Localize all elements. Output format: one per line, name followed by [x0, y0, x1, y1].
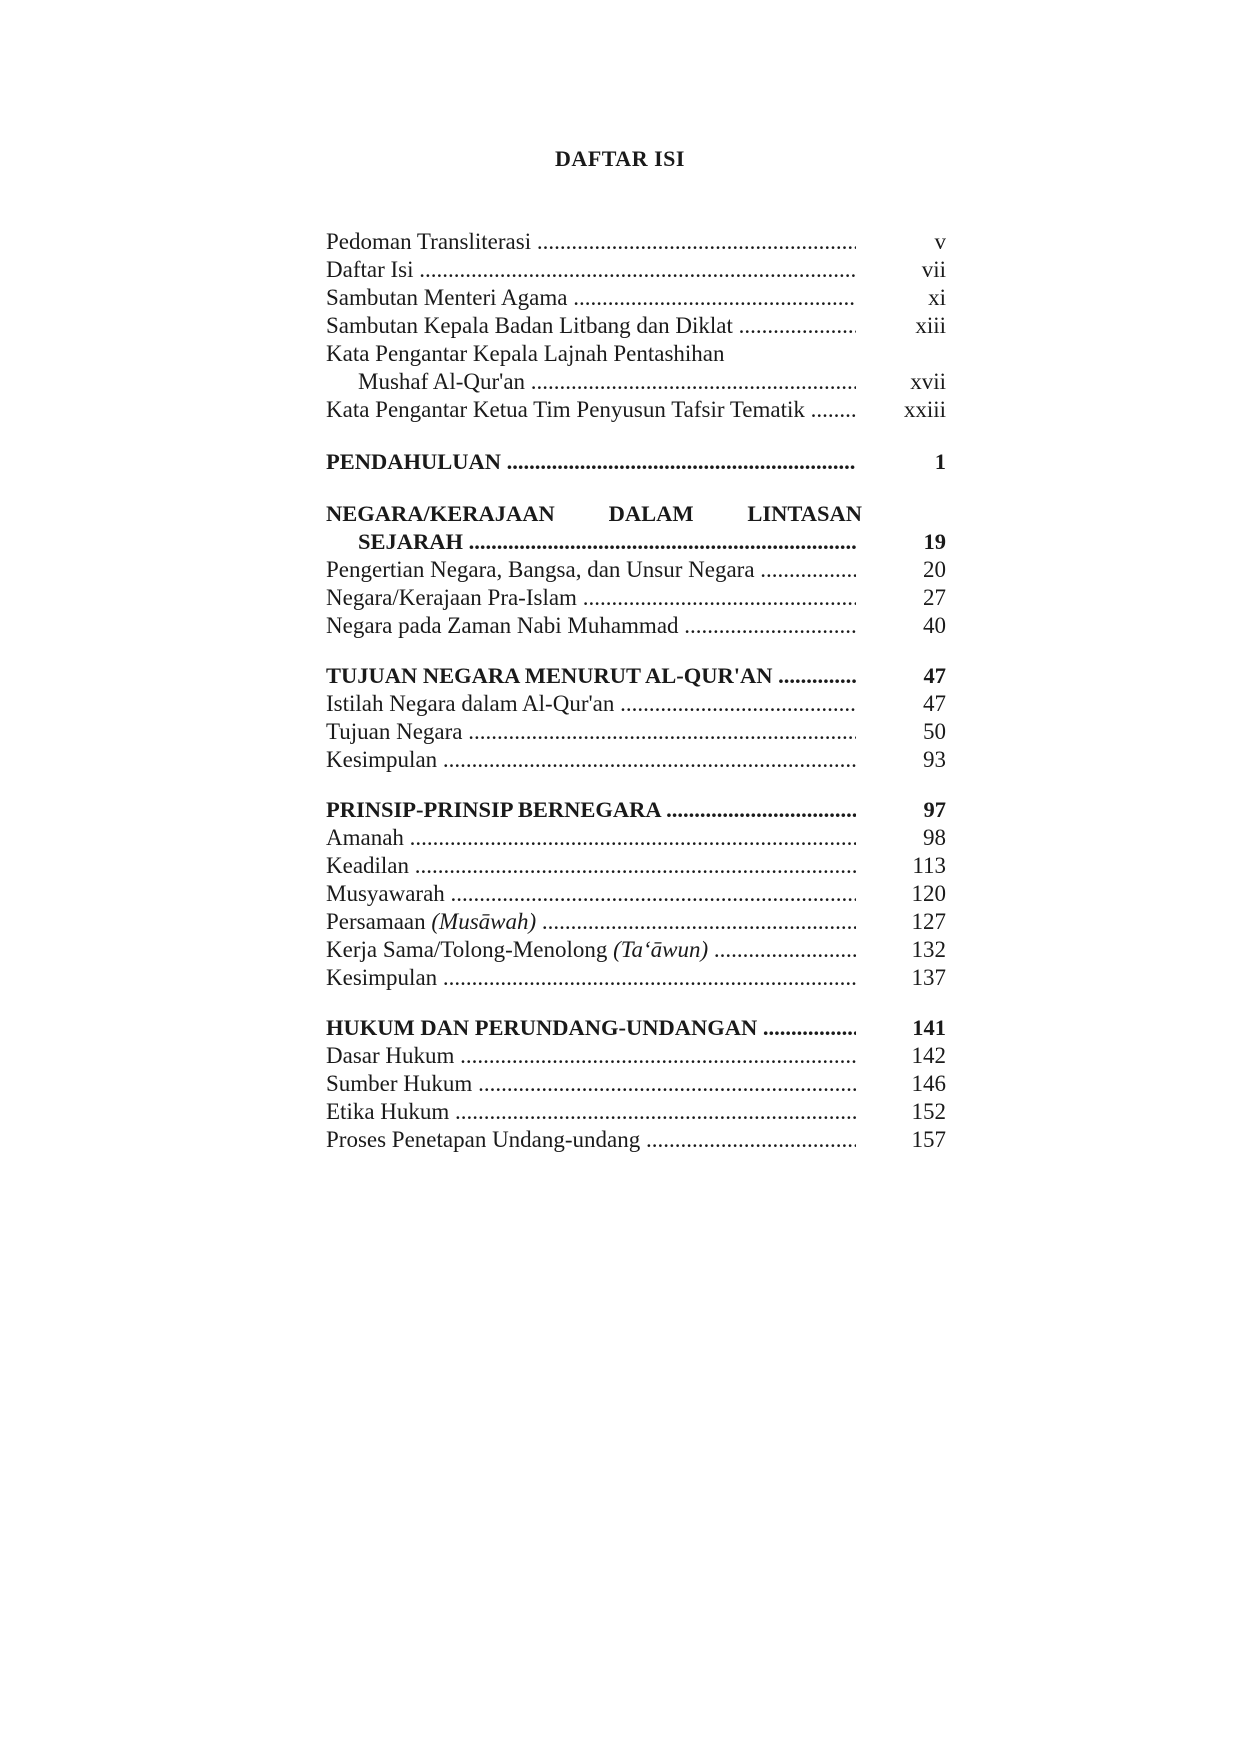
toc-label-italic: (Ta‘āwun): [613, 937, 709, 962]
toc-entry[interactable]: [326, 612, 946, 640]
toc-page: xxiii: [903, 397, 946, 422]
toc-page: vii: [921, 257, 946, 282]
toc-entry[interactable]: [326, 718, 946, 746]
page-title: DAFTAR ISI: [555, 146, 685, 171]
toc-chapter-3[interactable]: [326, 796, 946, 824]
toc-page: 141: [912, 1015, 946, 1040]
toc-label: Sambutan Menteri Agama .....: [326, 284, 856, 312]
toc-page: 19: [923, 529, 946, 554]
toc-entry[interactable]: [326, 824, 946, 852]
table-of-contents: [326, 228, 946, 1154]
toc-page: 120: [911, 881, 946, 906]
toc-page: 113: [912, 853, 946, 878]
toc-page: 127: [911, 909, 946, 934]
toc-label: Musyawarah .....: [326, 880, 856, 908]
toc-chapter-1-line1[interactable]: [326, 500, 946, 528]
toc-label-wrap: [326, 936, 856, 964]
toc-entry[interactable]: [326, 584, 946, 612]
toc-page: 40: [923, 613, 946, 638]
toc-label: Negara pada Zaman Nabi Muhammad .....: [326, 612, 856, 640]
toc-label: Dasar Hukum .....: [326, 1042, 856, 1070]
toc-entry[interactable]: [326, 256, 946, 284]
toc-chapter-word: NEGARA/KERAJAAN: [326, 501, 555, 526]
toc-page: 152: [911, 1099, 946, 1124]
toc-entry[interactable]: [326, 908, 946, 936]
toc-chapter-label: TUJUAN NEGARA MENURUT AL-QUR'AN .....: [326, 662, 856, 690]
toc-label: Pedoman Transliterasi .....: [326, 228, 856, 256]
toc-page: 137: [911, 965, 946, 990]
toc-chapter-label: HUKUM DAN PERUNDANG-UNDANGAN .....: [326, 1014, 856, 1042]
toc-label: Kata Pengantar Kepala Lajnah Pentashihan: [326, 341, 725, 366]
toc-chapter-word: LINTASAN: [747, 501, 862, 526]
toc-entry[interactable]: [326, 852, 946, 880]
toc-entry[interactable]: [326, 880, 946, 908]
toc-label-italic: (Musāwah): [431, 909, 537, 934]
toc-chapter-1-line2[interactable]: [326, 528, 946, 556]
toc-label: Persamaan: [326, 909, 426, 934]
toc-page: 27: [923, 585, 946, 610]
toc-chapter-word: DALAM: [608, 501, 694, 526]
toc-chapter-label: PRINSIP-PRINSIP BERNEGARA .....: [326, 796, 856, 824]
toc-chapter-label: SEJARAH .....: [358, 528, 856, 556]
toc-page: xiii: [915, 313, 946, 338]
toc-label: Kesimpulan .....: [326, 746, 856, 774]
toc-label: Kerja Sama/Tolong-Menolong: [326, 937, 608, 962]
toc-entry[interactable]: [326, 396, 946, 424]
toc-page: 157: [911, 1127, 946, 1152]
toc-label: Proses Penetapan Undang-undang .....: [326, 1126, 856, 1154]
toc-entry[interactable]: [326, 556, 946, 584]
toc-entry-line1[interactable]: [326, 340, 946, 368]
toc-page: xvii: [910, 369, 946, 394]
toc-label: Negara/Kerajaan Pra-Islam .....: [326, 584, 856, 612]
toc-entry[interactable]: [326, 1042, 946, 1070]
toc-page: 47: [923, 663, 946, 688]
toc-entry[interactable]: [326, 746, 946, 774]
toc-label: Keadilan .....: [326, 852, 856, 880]
toc-label: Kata Pengantar Ketua Tim Penyusun Tafsir Tematik .....: [326, 396, 856, 424]
toc-chapter-pendahuluan[interactable]: [326, 448, 946, 476]
toc-entry[interactable]: [326, 964, 946, 992]
toc-label: Sambutan Kepala Badan Litbang dan Diklat .....: [326, 312, 856, 340]
toc-page: 1: [934, 449, 946, 474]
toc-chapter-2[interactable]: [326, 662, 946, 690]
toc-entry[interactable]: [326, 284, 946, 312]
toc-page: v: [934, 229, 946, 254]
toc-entry[interactable]: [326, 312, 946, 340]
toc-page: 98: [923, 825, 946, 850]
toc-entry[interactable]: [326, 228, 946, 256]
toc-label: Kesimpulan .....: [326, 964, 856, 992]
toc-entry[interactable]: [326, 690, 946, 718]
toc-entry[interactable]: [326, 1126, 946, 1154]
toc-page: 132: [911, 937, 946, 962]
toc-label: Istilah Negara dalam Al-Qur'an .....: [326, 690, 856, 718]
toc-page: 97: [923, 797, 946, 822]
toc-page: 47: [923, 691, 946, 716]
toc-label: Sumber Hukum .....: [326, 1070, 856, 1098]
toc-entry[interactable]: [326, 1098, 946, 1126]
toc-entry[interactable]: [326, 936, 946, 964]
toc-entry[interactable]: [326, 1070, 946, 1098]
toc-page: 93: [923, 747, 946, 772]
toc-page: xi: [928, 285, 946, 310]
toc-page: 20: [923, 557, 946, 582]
toc-page: 50: [923, 719, 946, 744]
toc-label: Daftar Isi .....: [326, 256, 856, 284]
toc-label: Pengertian Negara, Bangsa, dan Unsur Negara .....: [326, 556, 856, 584]
toc-page: 146: [911, 1071, 946, 1096]
toc-entry-line2[interactable]: [326, 368, 946, 396]
toc-label: Etika Hukum .....: [326, 1098, 856, 1126]
toc-chapter-label: PENDAHULUAN .....: [326, 448, 856, 476]
toc-label-wrap: [326, 908, 856, 936]
toc-page: 142: [911, 1043, 946, 1068]
toc-label: Amanah .....: [326, 824, 856, 852]
toc-label: Mushaf Al-Qur'an .....: [358, 368, 856, 396]
toc-label: Tujuan Negara .....: [326, 718, 856, 746]
toc-chapter-4[interactable]: [326, 1014, 946, 1042]
